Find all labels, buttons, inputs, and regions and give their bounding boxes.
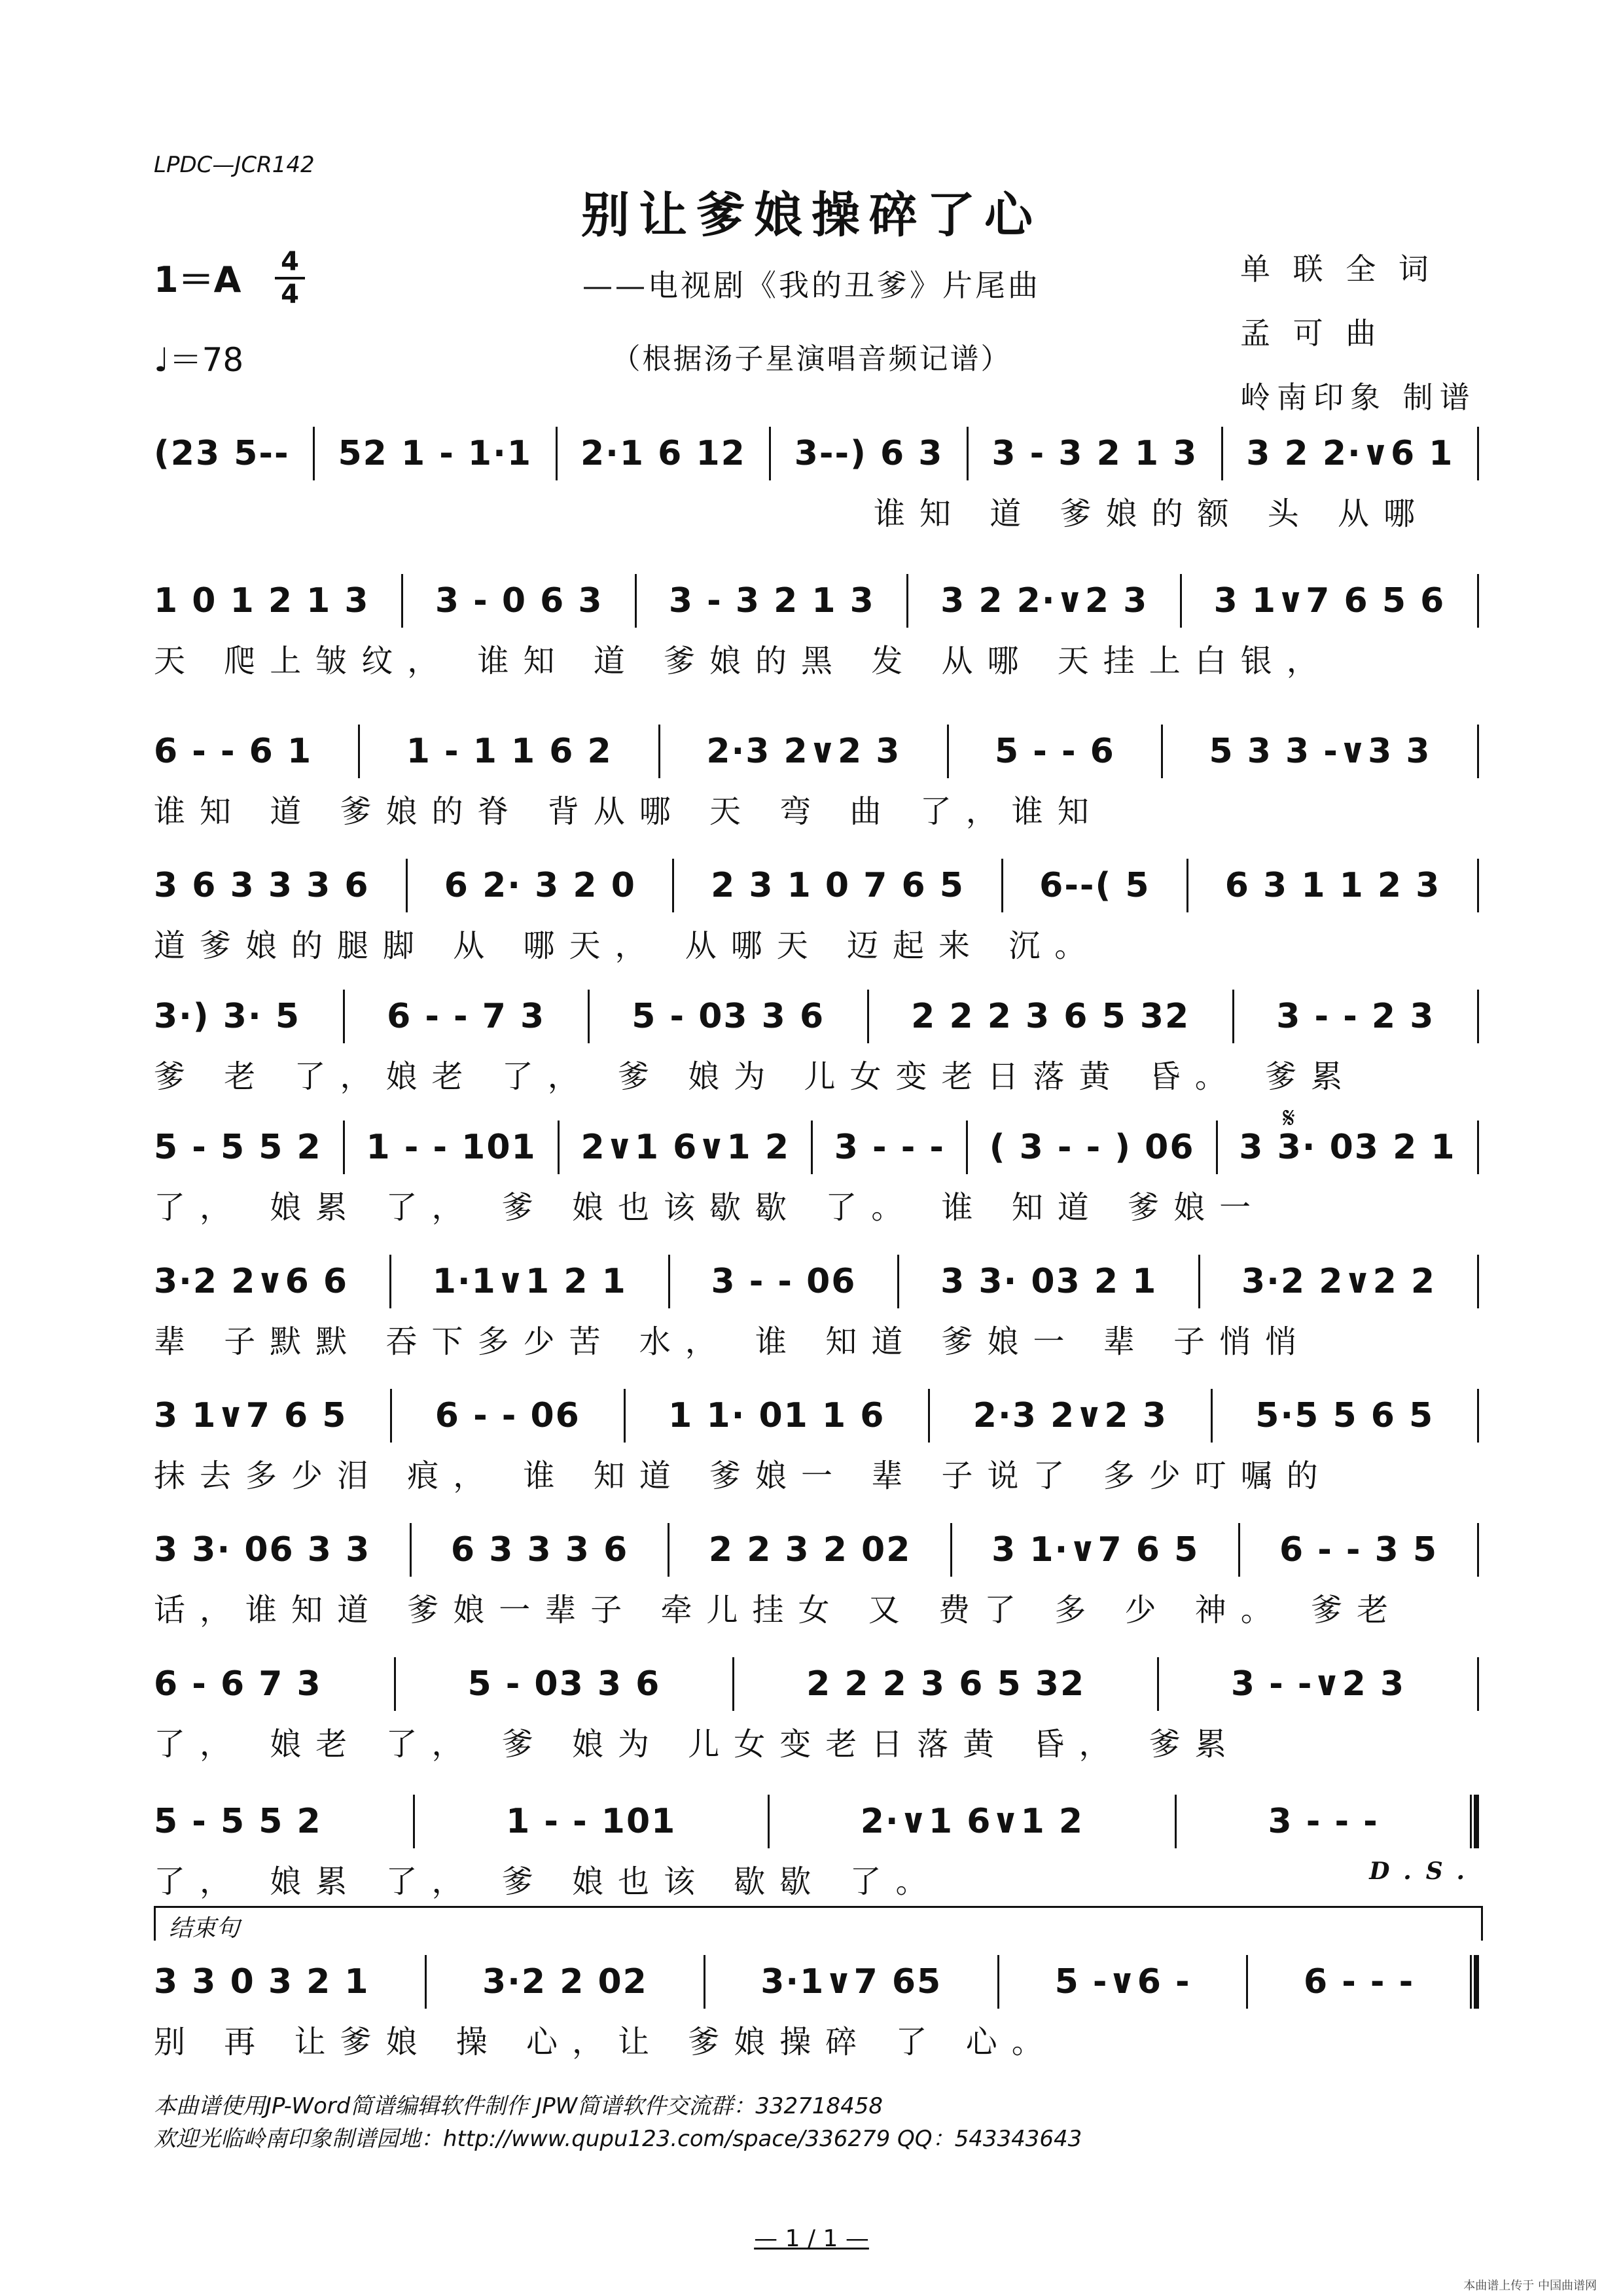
score-line-8	[154, 1384, 1479, 1499]
lyrics-row: 道爹娘的腿脚 从 哪天， 从哪天 迈起来 沉。	[154, 927, 1101, 964]
dal-segno-marking: D.S.	[1369, 1857, 1479, 1885]
measure: 3 6 3 3 3 6	[154, 865, 370, 905]
lyrics-row: 天 爬上皱纹， 谁知 道 爹娘的黑 发 从哪 天挂上白银，	[154, 642, 1332, 679]
composer-credit: 孟 可 曲	[1240, 315, 1383, 351]
measure: 3 3 0 3 2 1	[154, 1962, 370, 2001]
barline	[1477, 990, 1479, 1043]
measure: 2∨1 6∨1 2	[580, 1127, 791, 1167]
barline	[1477, 574, 1479, 628]
time-signature-top: 4	[281, 247, 299, 277]
barline	[635, 574, 637, 628]
barline	[1157, 1657, 1159, 1711]
barline	[1198, 1255, 1200, 1308]
barline	[343, 1121, 345, 1174]
barline	[997, 1955, 999, 2009]
measure: 3·2 2∨6 6	[154, 1261, 349, 1301]
barline	[966, 1121, 968, 1174]
measure: 3 1∨7 6 5	[154, 1395, 348, 1435]
barline	[1238, 1523, 1240, 1577]
lyrics-row: 爹 老 了，娘老 了， 爹 娘为 儿女变老日落黄 昏。 爹累	[154, 1058, 1357, 1095]
measure: 3 - 0 6 3	[435, 581, 603, 620]
measure: 6 3 3 3 6	[450, 1530, 629, 1570]
measure: 3 1·∨7 6 5	[991, 1530, 1200, 1570]
barline	[1232, 990, 1234, 1043]
page-number	[0, 2225, 1623, 2252]
score-line-11	[154, 1790, 1479, 1905]
lyrics-row: 抹去多少泪 痕， 谁 知道 爹娘一 辈 子说了 多少叮嘱的	[154, 1457, 1332, 1494]
barline	[668, 1255, 670, 1308]
segno-sign: 𝄋	[1283, 1102, 1295, 1135]
score-line-5	[154, 985, 1479, 1100]
score-line-12	[154, 1950, 1479, 2065]
barline	[1001, 859, 1003, 912]
barline	[343, 990, 345, 1043]
notation-row	[154, 854, 1479, 916]
measure: 2 3 1 0 7 6 5	[711, 865, 965, 905]
page-title: 别让爹娘操碎了心	[581, 187, 1042, 243]
notation-row	[154, 569, 1479, 632]
lyrics-row	[154, 1852, 1479, 1905]
measure: 5 - 03 3 6	[632, 996, 825, 1036]
barline	[1221, 427, 1223, 480]
measure: 52 1 - 1·1	[338, 433, 533, 473]
measure: 1 1· 01 1 6	[668, 1395, 885, 1435]
lyrics-row: 了， 娘累 了， 爹 娘也该歇歇 了。 谁 知道 爹娘一	[154, 1189, 1266, 1226]
measure: 1 - 1 1 6 2	[406, 731, 613, 771]
barline	[1477, 1255, 1479, 1308]
measure: 6 2· 3 2 0	[444, 865, 636, 905]
measure: 1 0 1 2 1 3	[154, 581, 370, 620]
measure: 2 2 2 3 6 5 32	[806, 1664, 1086, 1704]
measure: 1 - - 101	[506, 1801, 677, 1841]
notation-row	[154, 1790, 1479, 1852]
lyrics-row: 辈 子默默 吞下多少苦 水， 谁 知道 爹娘一 辈 子悄悄	[154, 1323, 1311, 1360]
footer-software-note: 本曲谱使用JP-Word简谱编辑软件制作 JPW简谱软件交流群：332718458	[154, 2093, 883, 2119]
measure: 3 1∨7 6 5 6	[1213, 581, 1446, 620]
barline	[950, 1523, 952, 1577]
notation-row	[154, 1653, 1479, 1715]
measure: 2·∨1 6∨1 2	[860, 1801, 1084, 1841]
barline	[897, 1255, 899, 1308]
measure: 6 - - 7 3	[387, 996, 546, 1036]
barline	[704, 1955, 705, 2009]
source-note: （根据汤子星演唱音频记谱）	[611, 342, 1012, 376]
barline	[313, 427, 315, 480]
barline	[672, 859, 674, 912]
measure: 3 - 3 2 1 3	[991, 433, 1198, 473]
score-line-4	[154, 854, 1479, 969]
measure: 2 2 2 3 6 5 32	[911, 996, 1190, 1036]
transcriber-credit: 岭南印象 制谱	[1240, 380, 1476, 415]
score-code: LPDC—JCR142	[154, 152, 315, 178]
notation-row	[154, 1518, 1479, 1581]
measure: 3 2 2·∨2 3	[940, 581, 1149, 620]
measure: 3 2 2·∨6 1	[1246, 433, 1454, 473]
notation-row	[154, 1116, 1479, 1178]
score-line-9	[154, 1518, 1479, 1633]
measure: 2 2 3 2 02	[708, 1530, 912, 1570]
lyrics-row: 谁知 道 爹娘的额 头 从哪	[874, 495, 1430, 532]
measure: 6 - - 3 5	[1279, 1530, 1438, 1570]
barline	[401, 574, 403, 628]
barline	[928, 1389, 930, 1443]
barline	[1477, 1121, 1479, 1174]
measure: (23 5--	[154, 433, 290, 473]
barline	[811, 1121, 813, 1174]
barline	[1180, 574, 1182, 628]
lyrics-row: 话，谁知道 爹娘一辈子 牵儿挂女 又 费了 多 少 神。 爹老	[154, 1591, 1403, 1628]
credits	[1240, 237, 1476, 429]
barline	[358, 725, 360, 778]
score-line-6	[154, 1102, 1479, 1230]
measure: 5 - - 6	[995, 731, 1115, 771]
notation-row	[154, 1384, 1479, 1446]
measure: 3 - - 2 3	[1276, 996, 1435, 1036]
measure: 1·1∨1 2 1	[432, 1261, 627, 1301]
measure: 6 - - 6 1	[154, 731, 313, 771]
measure: 5 - 03 3 6	[467, 1664, 661, 1704]
score-line-1	[154, 422, 1479, 537]
barline	[1161, 725, 1163, 778]
notation-row	[154, 1950, 1479, 2013]
measure: 5 3 3 -∨3 3	[1209, 731, 1431, 771]
double-barline	[1470, 1795, 1479, 1848]
measure: 3--) 6 3	[794, 433, 944, 473]
lyrics-text: 了， 娘累 了， 爹 娘也该 歇歇 了。	[154, 1863, 942, 1900]
barline	[1477, 1523, 1479, 1577]
key-signature: 1＝A	[154, 259, 241, 300]
measure: 2·3 2∨2 3	[972, 1395, 1168, 1435]
score-line-7	[154, 1250, 1479, 1365]
measure: 3 3· 06 3 3	[154, 1530, 371, 1570]
measure: 5 - 5 5 2	[154, 1801, 322, 1841]
measure: 5·5 5 6 5	[1255, 1395, 1435, 1435]
barline	[658, 725, 660, 778]
measure: 3 - 3 2 1 3	[668, 581, 875, 620]
measure: 3 - - -	[834, 1127, 946, 1167]
barline	[1246, 1955, 1248, 2009]
time-signature-bottom: 4	[281, 279, 299, 310]
barline	[668, 1523, 669, 1577]
measure: 1 - - 101	[366, 1127, 537, 1167]
barline	[1477, 1657, 1479, 1711]
measure: 2·3 2∨2 3	[706, 731, 901, 771]
measure: ( 3 - - ) 06	[989, 1127, 1195, 1167]
tempo-marking: ♩＝78	[154, 341, 244, 379]
page-number-text: — 1 / 1 —	[754, 2225, 869, 2252]
barline	[967, 427, 969, 480]
measure: 3 - - -	[1268, 1801, 1379, 1841]
notation-row	[154, 720, 1479, 782]
measure: 6 - - -	[1303, 1962, 1415, 2001]
measure: 6 - 6 7 3	[154, 1664, 322, 1704]
barline	[732, 1657, 734, 1711]
lyrics-row: 别 再 让爹娘 操 心，让 爹娘操碎 了 心。	[154, 2023, 1058, 2060]
barline	[1216, 1121, 1218, 1174]
barline	[947, 725, 949, 778]
barline	[406, 859, 408, 912]
lyricist-credit: 单 联 全 词	[1240, 251, 1435, 287]
score-line-2	[154, 569, 1479, 684]
barline	[588, 990, 590, 1043]
measure: 6 - - 06	[435, 1395, 580, 1435]
barline	[1477, 1389, 1479, 1443]
measure: 3 3· 03 2 1	[1239, 1127, 1456, 1167]
footer-website-note: 欢迎光临岭南印象制谱园地：http://www.qupu123.com/space/336279 QQ：543343643	[154, 2126, 1082, 2152]
measure: 3·2 2∨2 2	[1241, 1261, 1436, 1301]
barline	[1477, 859, 1479, 912]
barline	[389, 1255, 391, 1308]
measure: 3·2 2 02	[482, 1962, 648, 2001]
barline	[769, 427, 771, 480]
measure: 3·1∨7 65	[760, 1962, 942, 2001]
barline	[413, 1795, 415, 1848]
upload-stamp: 本曲谱上传于 中国曲谱网	[1463, 2279, 1597, 2293]
ending-label: 结束句	[169, 1915, 240, 1942]
measure: 6 3 1 1 2 3	[1224, 865, 1441, 905]
barline	[1211, 1389, 1213, 1443]
score-line-10	[154, 1653, 1479, 1767]
notation-row	[154, 1250, 1479, 1312]
barline	[394, 1657, 396, 1711]
measure: 3·) 3· 5	[154, 996, 301, 1036]
measure: 6--( 5	[1039, 865, 1150, 905]
score-line-3	[154, 720, 1479, 834]
barline	[1477, 427, 1479, 480]
barline	[425, 1955, 427, 2009]
barline	[867, 990, 869, 1043]
barline	[1175, 1795, 1177, 1848]
barline	[1477, 725, 1479, 778]
barline	[768, 1795, 770, 1848]
measure: 2·1 6 12	[580, 433, 746, 473]
barline	[624, 1389, 626, 1443]
barline	[1186, 859, 1188, 912]
barline	[390, 1389, 392, 1443]
notation-row	[154, 422, 1479, 484]
measure: 5 -∨6 -	[1054, 1962, 1191, 2001]
ending-bracket	[154, 1906, 1483, 1941]
measure: 3 - - 06	[711, 1261, 857, 1301]
barline	[556, 427, 558, 480]
barline	[906, 574, 908, 628]
measure: 3 - -∨2 3	[1230, 1664, 1406, 1704]
double-barline	[1470, 1955, 1479, 2009]
barline	[410, 1523, 412, 1577]
lyrics-row: 了， 娘老 了， 爹 娘为 儿女变老日落黄 昏， 爹累	[154, 1725, 1241, 1763]
measure: 5 - 5 5 2	[154, 1127, 322, 1167]
notation-row	[154, 985, 1479, 1047]
subtitle: ——电视剧《我的丑爹》片尾曲	[582, 268, 1041, 303]
lyrics-row: 谁知 道 爹娘的脊 背从哪 天 弯 曲 了，谁知	[154, 793, 1103, 830]
measure: 3 3· 03 2 1	[940, 1261, 1158, 1301]
barline	[558, 1121, 560, 1174]
